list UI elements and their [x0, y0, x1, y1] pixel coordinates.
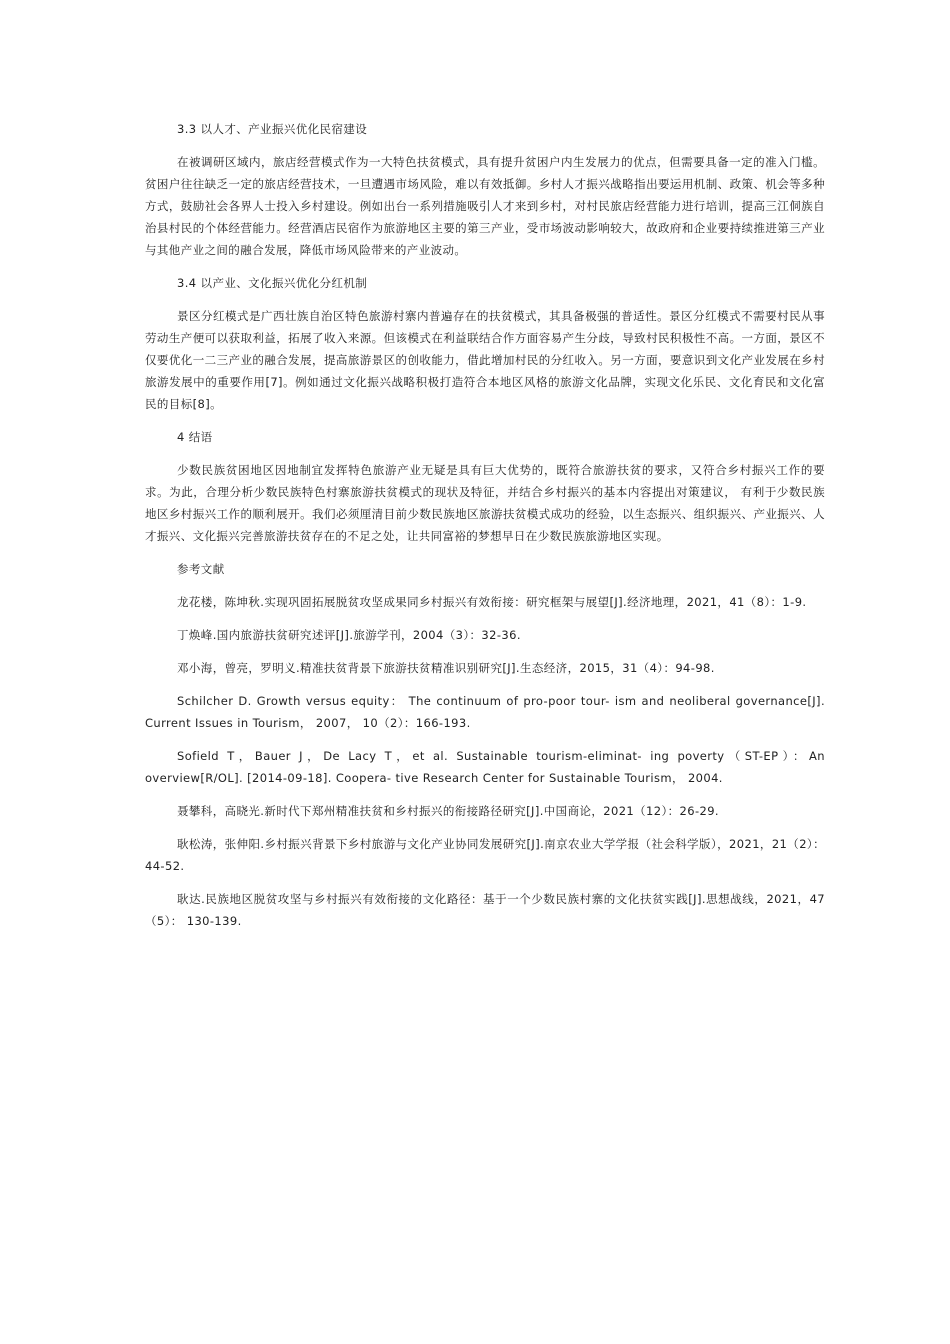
document-body: [145, 118, 825, 943]
section-paragraph: 少数民族贫困地区因地制宜发挥特色旅游产业无疑是具有巨大优势的，既符合旅游扶贫的要求，又符合乡村振兴工作的要求。为此，合理分析少数民族特色村寨旅游扶贫模式的现状及特征，并结合乡村振兴的基本内容提出对策建议， 有利于少数民族地区乡村振兴工作的顺利展开。我们必须厘清目前少数民族地区旅游扶贫模式成功的经验，以生态振兴、组织振兴、产业振兴、人才振兴、文化振兴完善旅游扶贫存在的不足之处，让共同富裕的梦想早日在少数民族旅游地区实现。: [145, 463, 825, 543]
section-heading: 3.3 以人才、产业振兴优化民宿建设: [177, 122, 368, 136]
references-heading: 参考文献: [177, 562, 225, 576]
reference-item: 邓小海，曾亮，罗明义.精准扶贫背景下旅游扶贫精准识别研究[J].生态经济，2015，31（4）：94-98.: [177, 661, 715, 675]
reference-item: 龙花楼，陈坤秋.实现巩固拓展脱贫攻坚成果同乡村振兴有效衔接：研究框架与展望[J].经济地理，2021，41（8）：1-9.: [177, 595, 807, 609]
section-3-4: [145, 272, 825, 415]
section-3-3: [145, 118, 825, 261]
section-conclusion: [145, 426, 825, 547]
section-paragraph: 景区分红模式是广西壮族自治区特色旅游村寨内普遍存在的扶贫模式，其具备极强的普适性。景区分红模式不需要村民从事劳动生产便可以获取利益，拓展了收入来源。但该模式在利益联结合作方面容易产生分歧，导致村民积极性不高。一方面，景区不仅要优化一二三产业的融合发展，提高旅游景区的创收能力，借此增加村民的分红收入。另一方面，要意识到文化产业发展在乡村旅游发展中的重要作用[7]。例如通过文化振兴战略积极打造符合本地区风格的旅游文化品牌，实现文化乐民、文化育民和文化富民的目标[8]。: [145, 309, 825, 411]
reference-item: 耿松涛，张伸阳.乡村振兴背景下乡村旅游与文化产业协同发展研究[J].南京农业大学学报（社会科学版），2021，21（2）：44-52.: [145, 837, 825, 873]
reference-item: 丁焕峰.国内旅游扶贫研究述评[J].旅游学刊，2004（3）：32-36.: [177, 628, 521, 642]
section-paragraph: 在被调研区域内，旅店经营模式作为一大特色扶贫模式，具有提升贫困户内生发展力的优点，但需要具备一定的准入门槛。贫困户往往缺乏一定的旅店经营技术，一旦遭遇市场风险，难以有效抵御。乡村人才振兴战略指出要运用机制、政策、机会等多种方式，鼓励社会各界人士投入乡村建设。例如出台一系列措施吸引人才来到乡村，对村民旅店经营能力进行培训，提高三江侗族自治县村民的个体经营能力。经营酒店民宿作为旅游地区主要的第三产业，受市场波动影响较大，故政府和企业要持续推进第三产业与其他产业之间的融合发展，降低市场风险带来的产业波动。: [145, 155, 825, 257]
reference-item: 耿达.民族地区脱贫攻坚与乡村振兴有效衔接的文化路径：基于一个少数民族村寨的文化扶贫实践[J].思想战线，2021，47（5）： 130-139.: [145, 892, 825, 928]
references-section: [145, 558, 825, 932]
section-heading: 3.4 以产业、文化振兴优化分红机制: [177, 276, 368, 290]
reference-item: 聂攀科，高晓光.新时代下郑州精准扶贫和乡村振兴的衔接路径研究[J].中国商论，2021（12）：26-29.: [177, 804, 719, 818]
section-heading: 4 结语: [177, 430, 213, 444]
reference-item: Schilcher D. Growth versus equity： The continuum of pro-poor tour- ism and neoliberal governance[J]. Current Issues in Tourism， 2007， 10（2）：166-193.: [145, 694, 825, 730]
reference-item: Sofield T，Bauer J，De Lacy T，et al. Sustainable tourism-eliminat- ing poverty（ST-EP）：An overview[R/OL]. [2014-09-18]. Coopera- tive Research Center for Sustainable Tourism， 2004.: [145, 749, 825, 785]
